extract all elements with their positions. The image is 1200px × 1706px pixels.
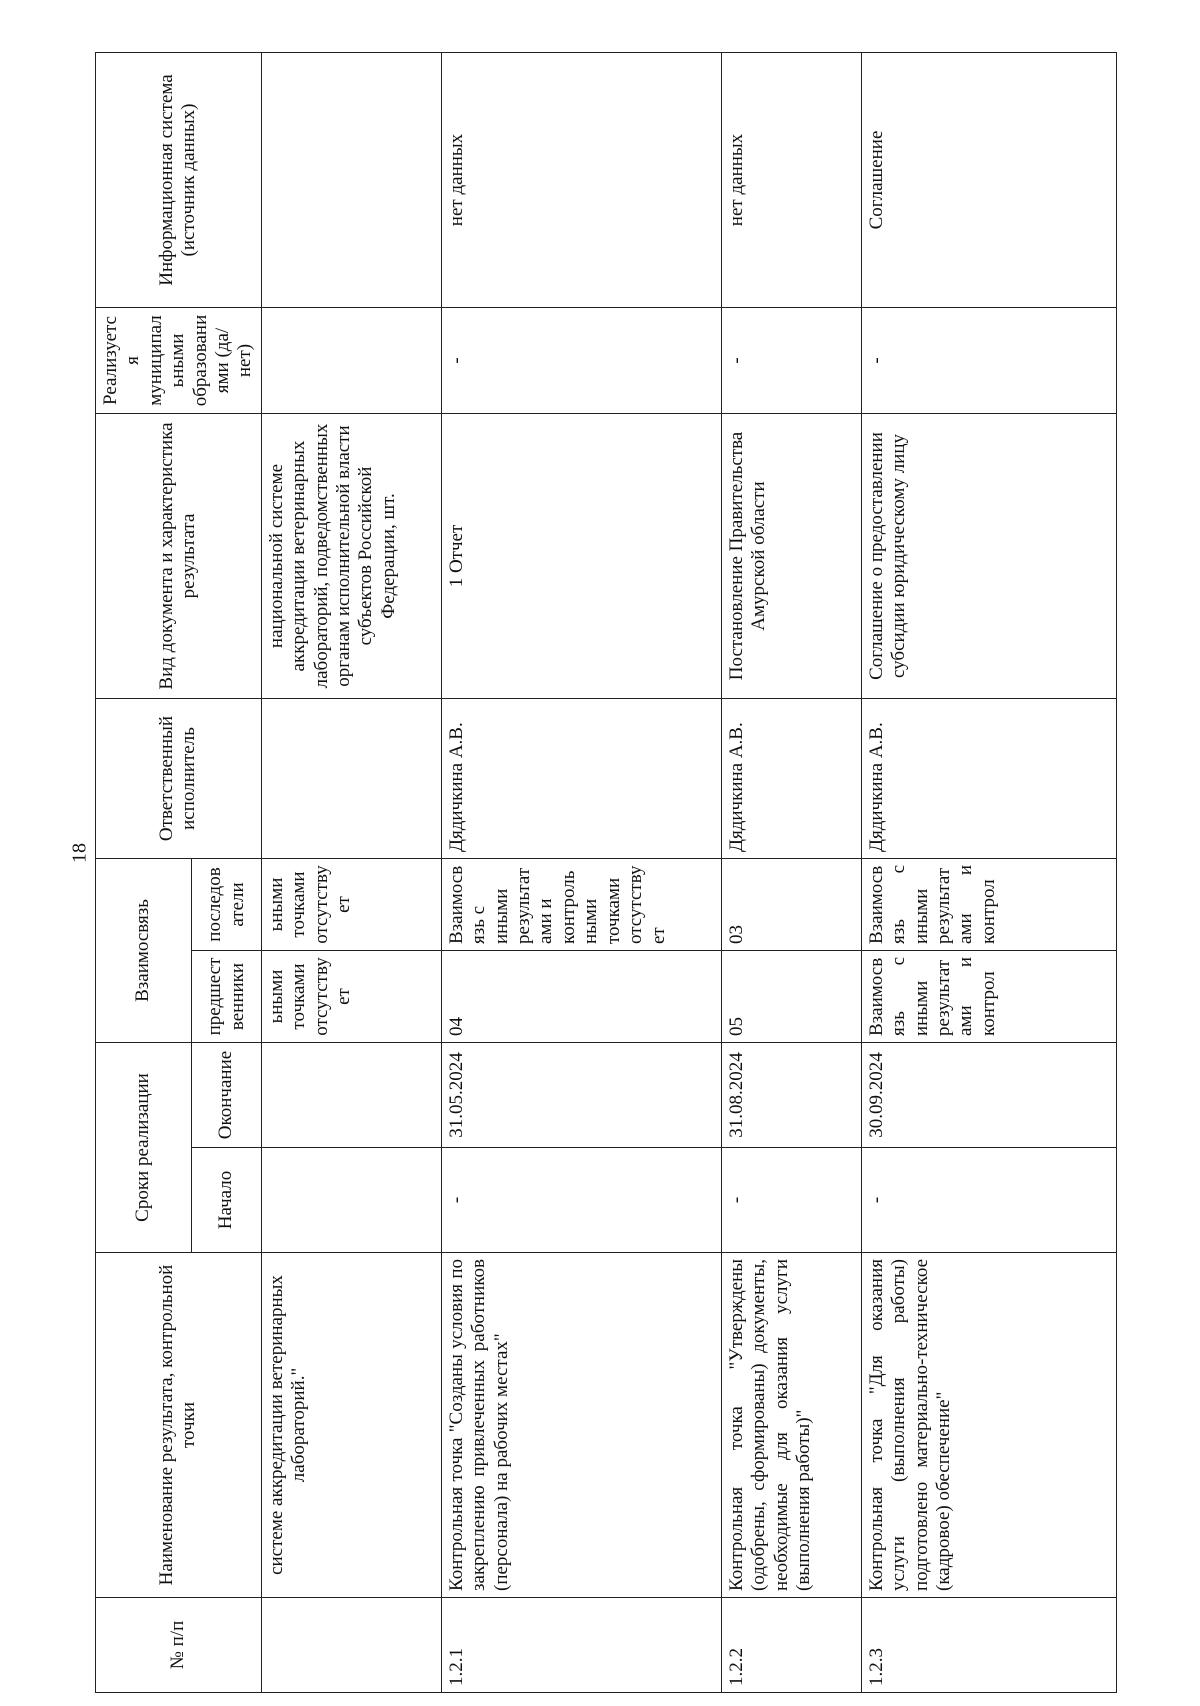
table-row [721,53,861,1693]
cell-predecessors: ьными точками отсутствует [261,951,441,1043]
cell-successors: Взаимосвязь с иными результатами и контрольными точками отсутствует [441,859,721,951]
header-terms: Сроки реализации [96,1043,192,1253]
cell-successors: 03 [721,859,861,951]
cell-municipal: - [441,308,721,414]
header-infosystem: Информационная система (источник данных) [96,53,262,308]
cell-predecessors: 04 [441,951,721,1043]
table-row [861,53,1116,1693]
cell-end [261,1043,441,1148]
cell-infosystem: нет данных [441,53,721,308]
header-num: № п/п [96,1598,262,1693]
cell-start: - [861,1148,1116,1253]
cell-municipal [261,308,441,414]
cell-name: Контрольная точка "Для оказания услуги (выполнения работы) подготовлено материально-техническое (кадровое) обеспечение" [861,1253,1116,1598]
cell-num [261,1598,441,1693]
cell-end: 30.09.2024 [861,1043,1116,1148]
cell-start: - [721,1148,861,1253]
cell-document: национальной системе аккредитации ветеринарных лабораторий, подведомственных органам исполнительной власти субъектов Российской Федерации, шт. [261,414,441,699]
cell-responsible: Дядичкина А.В. [721,699,861,859]
cell-num: 1.2.2 [721,1598,861,1693]
control-points-table [95,52,1117,1693]
header-end: Окончание [192,1043,262,1148]
cell-start: - [441,1148,721,1253]
header-name: Наименование результата, контрольной точки [96,1253,262,1598]
table-header-row-1 [96,53,192,1693]
header-responsible: Ответственный исполнитель [96,699,262,859]
header-start: Начало [192,1148,262,1253]
header-predecessors: предшественники [192,951,262,1043]
header-document: Вид документа и характеристика результата [96,414,262,699]
header-relation: Взаимосвязь [96,859,192,1043]
cell-responsible [261,699,441,859]
cell-successors: Взаимосвязь с иными результатами и контрол [861,859,1116,951]
cell-num: 1.2.3 [861,1598,1116,1693]
cell-name: Контрольная точка "Утверждены (одобрены, сформированы) документы, необходимые для оказания услуги (выполнения работы)" [721,1253,861,1598]
cell-name: системе аккредитации ветеринарных лабораторий." [261,1253,441,1598]
cell-num: 1.2.1 [441,1598,721,1693]
cell-predecessors: 05 [721,951,861,1043]
header-municipal: Реализуется муниципальными образованиями (да/нет) [96,308,262,414]
cell-document: 1 Отчет [441,414,721,699]
cell-end: 31.08.2024 [721,1043,861,1148]
rotated-table-container [95,53,1105,1693]
cell-municipal: - [861,308,1116,414]
page-number: 18 [68,843,91,863]
cell-successors: ьными точками отсутствует [261,859,441,951]
header-successors: последователи [192,859,262,951]
table-row [261,53,441,1693]
cell-end: 31.05.2024 [441,1043,721,1148]
cell-name: Контрольная точка "Созданы условия по закреплению привлеченных работников (персонала) на рабочих местах" [441,1253,721,1598]
cell-document: Постановление Правительства Амурской области [721,414,861,699]
cell-infosystem [261,53,441,308]
cell-document: Соглашение о предоставлении субсидии юридическому лицу [861,414,1116,699]
cell-responsible: Дядичкина А.В. [441,699,721,859]
cell-infosystem: нет данных [721,53,861,308]
cell-infosystem: Соглашение [861,53,1116,308]
table-row [441,53,721,1693]
cell-responsible: Дядичкина А.В. [861,699,1116,859]
cell-predecessors: Взаимосвязь с иными результатами и контрол [861,951,1116,1043]
cell-start [261,1148,441,1253]
cell-municipal: - [721,308,861,414]
